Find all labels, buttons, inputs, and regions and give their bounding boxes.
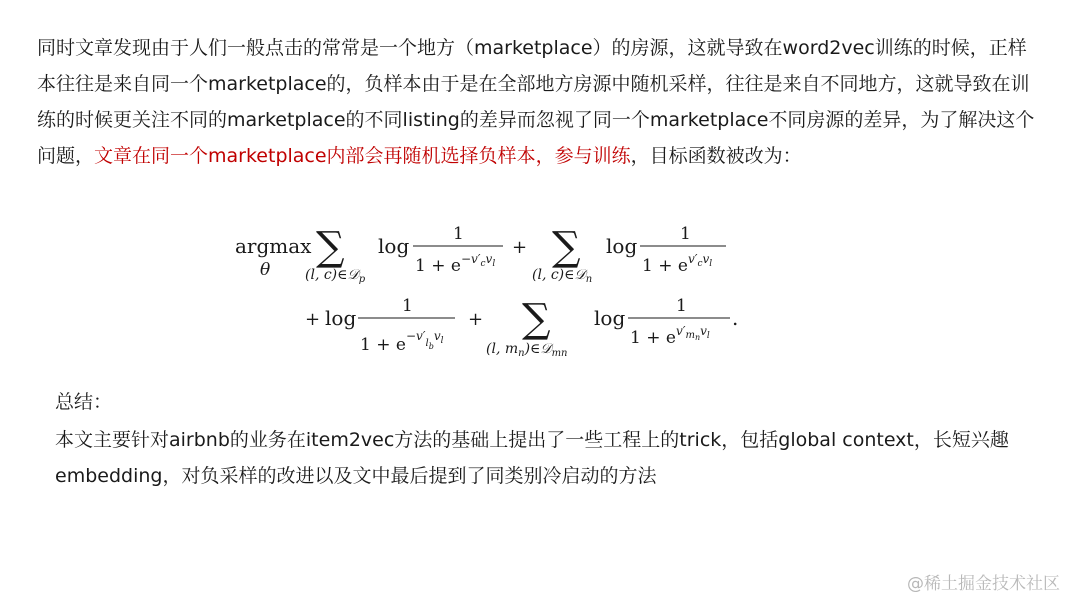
log-2: log xyxy=(606,234,638,258)
watermark: @稀土掘金技术社区 xyxy=(907,574,1060,594)
denominator-2: $1 + e^{v'}cvl$ xyxy=(642,252,713,276)
sum-symbol-3: ∑ xyxy=(522,296,551,342)
plus-3: + xyxy=(468,309,484,330)
plus-2: + xyxy=(305,309,321,330)
plus-1: + xyxy=(512,237,528,258)
argmax-label: argmax xyxy=(235,234,312,258)
summary-body: 本文主要针对airbnb的业务在item2vec方法的基础上提出了一些工程上的trick，包括global context，长短兴趣embedding，对负采样的改进以及文中最后提到了同类别冷启动的方法 xyxy=(55,429,1009,487)
formula-svg xyxy=(230,205,790,385)
log-4: log xyxy=(594,306,626,330)
sum1-subscript: (l, c)∈𝒟$_p$ xyxy=(305,267,366,285)
intro-text-part2: ，目标函数被改为： xyxy=(630,145,802,167)
numerator-3: 1 xyxy=(402,296,413,316)
sum2-subscript: (l, c)∈𝒟$_n$ xyxy=(532,267,593,285)
objective-formula xyxy=(230,205,790,385)
numerator-4: 1 xyxy=(676,296,687,316)
sum3-subscript: (l, $m_n)\in 𝒟_{mn}$ xyxy=(486,341,568,359)
denominator-4: $1 + e^{v'}mn^vl$ xyxy=(630,324,710,348)
denominator-3: $1 + e^{-v'}_lb^vl$ xyxy=(360,329,444,355)
denominator-1: $1 + e^{-v'}cvl$ xyxy=(415,252,496,276)
numerator-1: 1 xyxy=(453,224,464,244)
theta-label: θ xyxy=(260,260,271,280)
log-3: log xyxy=(325,306,357,330)
numerator-2: 1 xyxy=(680,224,691,244)
sum-symbol-2: ∑ xyxy=(552,224,581,270)
log-1: log xyxy=(378,234,410,258)
intro-paragraph xyxy=(37,30,1037,174)
sum-symbol-1: ∑ xyxy=(316,224,345,270)
formula-period: . xyxy=(732,306,739,330)
summary-title: 总结： xyxy=(55,391,113,413)
intro-highlight: 文章在同一个marketplace内部会再随机选择负样本，参与训练 xyxy=(94,145,631,167)
intro-text-part1: 同时文章发现由于人们一般点击的常常是一个地方（marketplace）的房源，这就导致在word2vec训练的时候，正样本往往是来自同一个marketplace的，负样本由于是在全部地方房源中随机采样，往往是来自不同地方，这就导致在训练的时候更关注不同的marketplace的不同listing的差异而忽视了同一个marketplace不同房源的差异，为了解决这个问题， xyxy=(37,37,1035,167)
